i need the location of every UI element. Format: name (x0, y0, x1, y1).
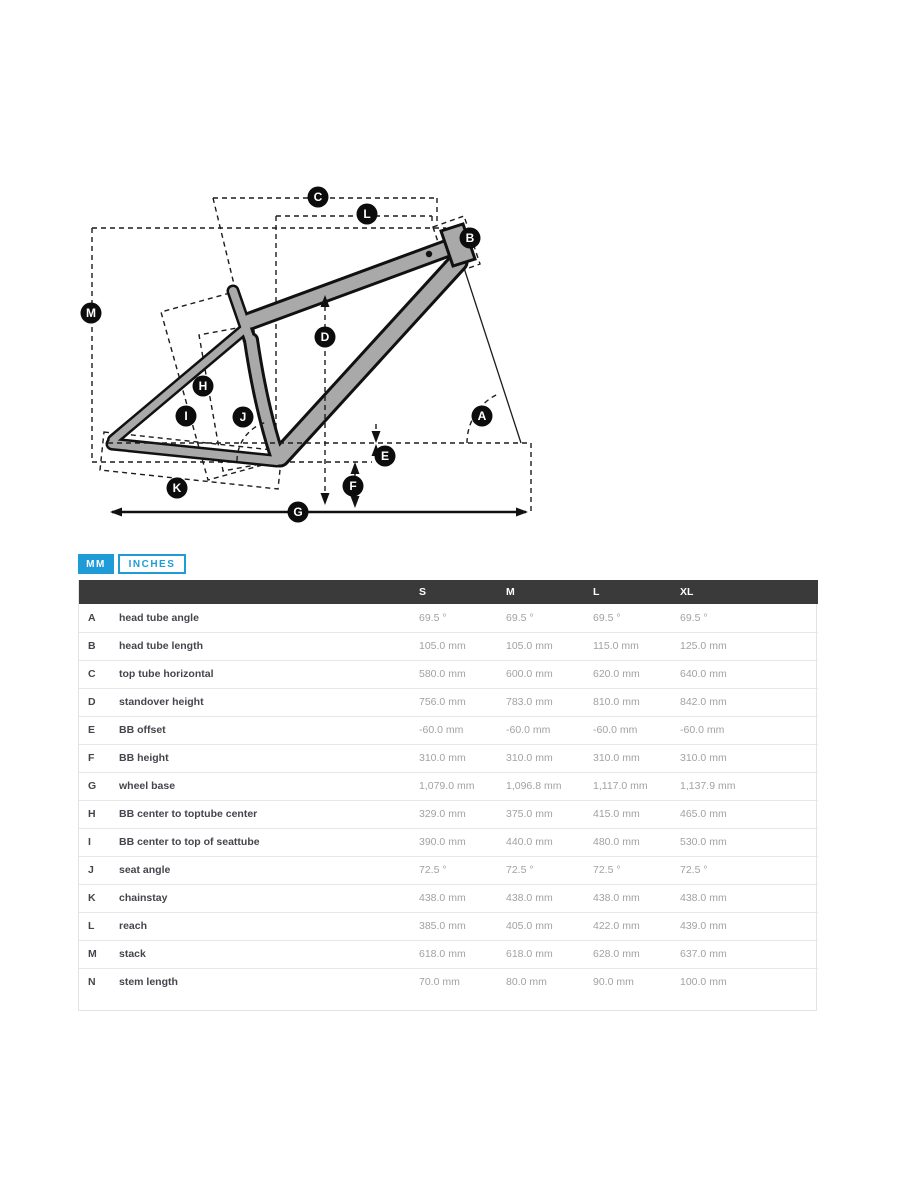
row-value: 438.0 mm (503, 884, 590, 912)
header-name-spacer (116, 580, 416, 604)
row-value: 310.0 mm (503, 744, 590, 772)
units-toggle (78, 554, 186, 574)
row-letter: E (79, 716, 116, 744)
row-name: BB offset (116, 716, 416, 744)
row-value: 842.0 mm (677, 688, 818, 716)
svg-text:G: G (293, 505, 303, 520)
row-value: 530.0 mm (677, 828, 818, 856)
table-row (79, 744, 818, 772)
row-value: 618.0 mm (416, 940, 503, 968)
row-value: 1,137.9 mm (677, 772, 818, 800)
row-letter: C (79, 660, 116, 688)
row-value: 405.0 mm (503, 912, 590, 940)
svg-text:M: M (86, 306, 96, 321)
row-letter: N (79, 968, 116, 996)
row-name: head tube length (116, 632, 416, 660)
diagram-label-J (233, 407, 254, 428)
row-value: 1,096.8 mm (503, 772, 590, 800)
row-letter: I (79, 828, 116, 856)
svg-text:J: J (239, 410, 247, 425)
row-value: 810.0 mm (590, 688, 677, 716)
frame-outline-layer (112, 247, 458, 464)
svg-text:I: I (184, 409, 188, 424)
size-column-header: XL (680, 586, 694, 598)
row-name: standover height (116, 688, 416, 716)
row-name: reach (116, 912, 416, 940)
row-value: 1,117.0 mm (590, 772, 677, 800)
row-letter: L (79, 912, 116, 940)
row-letter: H (79, 800, 116, 828)
row-value: 72.5 ° (677, 856, 818, 884)
row-value: 375.0 mm (503, 800, 590, 828)
row-value: -60.0 mm (503, 716, 590, 744)
diagram-labels (81, 187, 493, 523)
row-value: 1,079.0 mm (416, 772, 503, 800)
row-value: -60.0 mm (590, 716, 677, 744)
diagram-label-H (193, 376, 214, 397)
row-value: 70.0 mm (416, 968, 503, 996)
table-row (79, 772, 818, 800)
svg-text:F: F (349, 479, 357, 494)
table-row (79, 912, 818, 940)
row-value: 310.0 mm (416, 744, 503, 772)
table-row (79, 632, 818, 660)
row-value: 310.0 mm (677, 744, 818, 772)
table-row (79, 856, 818, 884)
row-value: 415.0 mm (590, 800, 677, 828)
inches-button[interactable]: INCHES (118, 554, 186, 574)
geometry-table-body (79, 604, 818, 996)
row-value: 69.5 ° (593, 611, 621, 624)
row-value: 465.0 mm (677, 800, 818, 828)
row-name: head tube angle (119, 611, 199, 624)
row-name: BB height (116, 744, 416, 772)
diagram-label-L (357, 204, 378, 225)
row-letter: G (79, 772, 116, 800)
row-letter: A (88, 611, 96, 624)
row-value: -60.0 mm (416, 716, 503, 744)
svg-text:L: L (363, 207, 371, 222)
row-name: stack (116, 940, 416, 968)
size-column-header: M (506, 586, 515, 598)
row-value: 620.0 mm (590, 660, 677, 688)
frame-fill-layer (112, 247, 458, 464)
row-value: 440.0 mm (503, 828, 590, 856)
table-row (79, 660, 818, 688)
row-name: BB center to top of seattube (116, 828, 416, 856)
bike-geometry-diagram (0, 0, 900, 545)
row-value: 618.0 mm (503, 940, 590, 968)
row-value: 438.0 mm (590, 884, 677, 912)
row-value: 439.0 mm (677, 912, 818, 940)
row-name: chainstay (116, 884, 416, 912)
row-value: 438.0 mm (416, 884, 503, 912)
row-letter: M (79, 940, 116, 968)
row-value: -60.0 mm (677, 716, 818, 744)
row-value: 310.0 mm (590, 744, 677, 772)
row-value: 105.0 mm (416, 632, 503, 660)
table-row (79, 884, 818, 912)
table-row (79, 688, 818, 716)
row-letter: J (79, 856, 116, 884)
row-value: 69.5 ° (419, 611, 447, 624)
table-row (79, 968, 818, 996)
row-name: seat angle (116, 856, 416, 884)
table-row (79, 800, 818, 828)
size-column-header: S (419, 586, 427, 598)
row-value: 329.0 mm (416, 800, 503, 828)
row-letter: B (79, 632, 116, 660)
geometry-table (78, 580, 817, 1011)
row-value: 80.0 mm (503, 968, 590, 996)
row-value: 640.0 mm (677, 660, 818, 688)
diagram-label-B (460, 228, 481, 249)
row-value: 72.5 ° (503, 856, 590, 884)
row-value: 385.0 mm (416, 912, 503, 940)
diagram-label-I (176, 406, 197, 427)
row-value: 783.0 mm (503, 688, 590, 716)
row-value: 115.0 mm (590, 632, 677, 660)
row-value: 69.5 ° (506, 611, 534, 624)
row-name: BB center to toptube center (116, 800, 416, 828)
row-value: 72.5 ° (416, 856, 503, 884)
row-value: 125.0 mm (677, 632, 818, 660)
svg-text:K: K (172, 481, 182, 496)
row-value: 637.0 mm (677, 940, 818, 968)
table-row (79, 716, 818, 744)
row-letter: F (79, 744, 116, 772)
header-letter-spacer (79, 580, 116, 604)
geometry-table-header-row (79, 580, 818, 604)
row-value: 438.0 mm (677, 884, 818, 912)
row-value: 756.0 mm (416, 688, 503, 716)
table-row (79, 940, 818, 968)
diagram-label-D (315, 327, 336, 348)
cable-port-dot (426, 251, 432, 257)
table-row (79, 828, 818, 856)
row-value: 628.0 mm (590, 940, 677, 968)
svg-text:A: A (477, 409, 487, 424)
row-value: 100.0 mm (677, 968, 818, 996)
row-value: 390.0 mm (416, 828, 503, 856)
size-column-header: L (593, 586, 600, 598)
row-value: 422.0 mm (590, 912, 677, 940)
diagram-label-M (81, 303, 102, 324)
svg-text:B: B (465, 231, 475, 246)
diagram-label-K (167, 478, 188, 499)
row-letter: D (79, 688, 116, 716)
diagram-label-F (343, 476, 364, 497)
row-value: 69.5 ° (680, 611, 708, 624)
svg-text:C: C (313, 190, 323, 205)
table-row (79, 604, 818, 632)
diagram-label-G (288, 502, 309, 523)
row-name: wheel base (116, 772, 416, 800)
row-value: 600.0 mm (503, 660, 590, 688)
row-letter: K (79, 884, 116, 912)
diagram-label-C (308, 187, 329, 208)
row-name: stem length (116, 968, 416, 996)
row-value: 105.0 mm (503, 632, 590, 660)
row-value: 580.0 mm (416, 660, 503, 688)
mm-button[interactable]: MM (78, 554, 114, 574)
diagram-label-E (375, 446, 396, 467)
diagram-label-A (472, 406, 493, 427)
row-value: 480.0 mm (590, 828, 677, 856)
row-value: 90.0 mm (590, 968, 677, 996)
svg-text:D: D (320, 330, 330, 345)
svg-text:H: H (198, 379, 208, 394)
row-value: 72.5 ° (590, 856, 677, 884)
svg-text:E: E (380, 449, 390, 464)
row-name: top tube horizontal (116, 660, 416, 688)
